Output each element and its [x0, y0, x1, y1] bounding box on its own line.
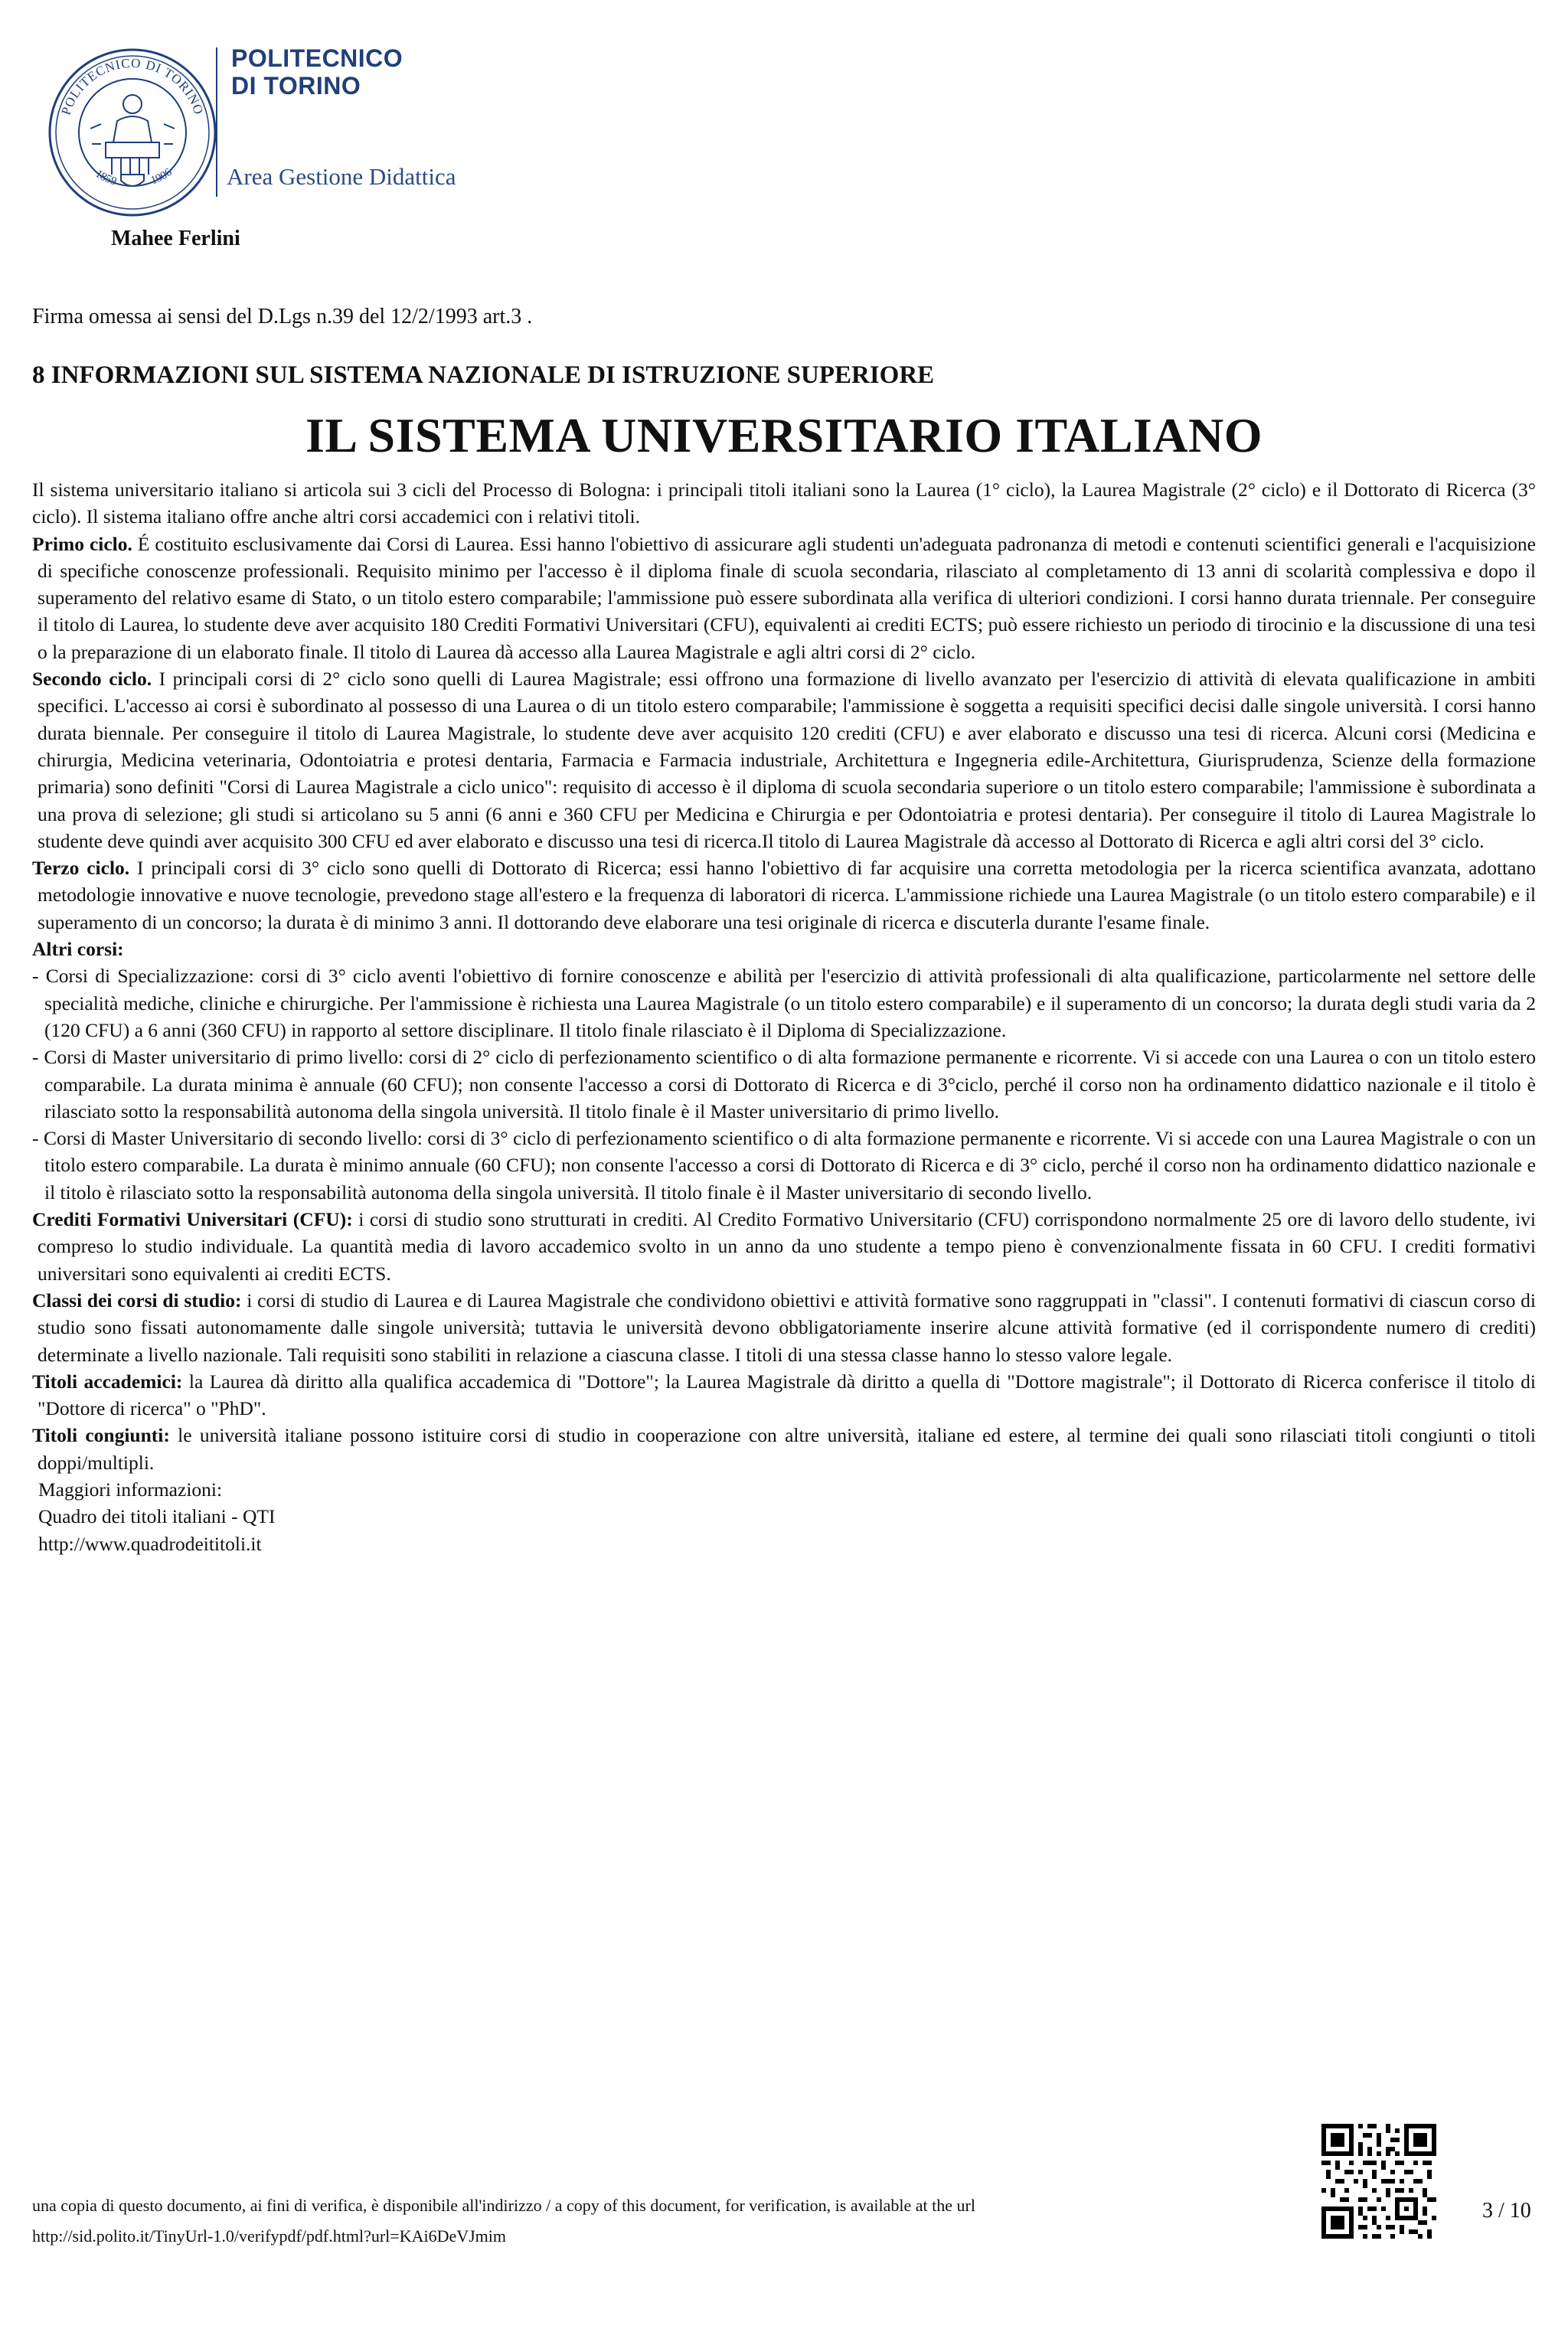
primo-ciclo-text: É costituito esclusivamente dai Corsi di Laurea. Essi hanno l'obiettivo di assicurare agli studenti un'adeguata padronanza di metodi e contenuti scientifici generali e l'acquisizione di specifiche conoscenze professionali. Requisito minimo per l'accesso è il diploma finale di scuola secondaria, rilasciato al completamento di 13 anni di scolarità complessiva e dopo il superamento del relativo esame di Stato, o un titolo estero comparabile; l'ammissione può essere subordinata alla verifica di ulteriori condizioni. I corsi hanno durata triennale. Per conseguire il titolo di Laurea, lo studente deve aver acquisito 180 Crediti Formativi Universitari (CFU), equivalenti ai crediti ECTS; può essere richiesto un periodo di tirocinio e la discussione di una tesi o la preparazione di un elaborato finale. Il titolo di Laurea dà accesso alla Laurea Magistrale e agli altri corsi di 2° ciclo. — [38, 532, 1536, 663]
classi-paragraph — [32, 1287, 1536, 1368]
university-seal-logo — [44, 44, 220, 220]
seal-year-left: 1859 — [93, 167, 119, 188]
intro-paragraph: Il sistema universitario italiano si articola sui 3 cicli del Processo di Bologna: i principali titoli italiani sono la Laurea (1° ciclo), la Laurea Magistrale (2° ciclo) e il Dottorato di Ricerca (3° ciclo). Il sistema italiano offre anche altri corsi accademici con i relativi titoli. — [32, 479, 1536, 528]
seal-text-top: POLITECNICO DI TORINO — [58, 55, 207, 117]
page-number: 3 / 10 — [1482, 2199, 1531, 2223]
department-name: Area Gestione Didattica — [227, 163, 456, 190]
document-body — [32, 476, 1536, 1557]
qti-link[interactable]: http://www.quadrodeititoli.it — [38, 1532, 262, 1555]
titoli-accademici-label: Titoli accademici: — [32, 1370, 183, 1393]
institution-name — [231, 44, 403, 100]
cfu-paragraph — [32, 1206, 1536, 1287]
terzo-ciclo-label: Terzo ciclo. — [32, 857, 130, 880]
page-title: IL SISTEMA UNIVERSITARIO ITALIANO — [305, 408, 1263, 462]
titoli-congiunti-label: Titoli congiunti: — [32, 1424, 170, 1447]
verification-url[interactable]: http://sid.polito.it/TinyUrl-1.0/verifypdf/pdf.html?url=KAi6DeVJmim — [32, 2226, 507, 2246]
institution-name-line2: DI TORINO — [231, 72, 361, 100]
header-divider — [216, 47, 217, 197]
primo-ciclo-paragraph — [32, 531, 1536, 665]
titoli-congiunti-text: le università italiane possono istituire corsi di studio in cooperazione con altre università, italiane ed estere, al termine dei quali sono rilasciati titoli congiunti o titoli doppi/multipli. — [38, 1424, 1537, 1474]
classi-text: i corsi di studio di Laurea e di Laurea Magistrale che condividono obiettivi e attività formative sono raggruppati in "classi". I contenuti formativi di ciascun corso di studio sono fissati autonomamente dalle singole università; tuttavia le università devono obbligatoriamente inserire alcune attività formative (ed il corrispondente numero di crediti) determinate a livello nazionale. Tali requisiti sono stabiliti in relazione a ciascuna classe. I titoli di una stessa classe hanno lo stesso valore legale. — [38, 1289, 1537, 1366]
titoli-accademici-text: la Laurea dà diritto alla qualifica accademica di "Dottore"; la Laurea Magistrale dà diritto a quella di "Dottore magistrale"; il Dottorato di Ricerca conferisce il titolo di "Dottore di ricerca" o "PhD". — [38, 1370, 1536, 1420]
primo-ciclo-label: Primo ciclo. — [32, 532, 132, 555]
list-item: - Corsi di Master Universitario di secondo livello: corsi di 3° ciclo di perfezionamento scientifico o di alta formazione permanente e ricorrente. Vi si accede con una Laurea Magistrale o con un titolo estero comparabile. La durata è minimo annuale (60 CFU); non consente l'accesso a corsi di Dottorato di Ricerca e di 3° ciclo, perché il corso non ha ordinamento didattico nazionale e il titolo è rilasciato sotto la responsabilità autonoma della singola università. Il titolo finale è il Master universitario di secondo livello. — [32, 1127, 1536, 1204]
institution-name-line1: POLITECNICO — [231, 44, 403, 72]
secondo-ciclo-label: Secondo ciclo. — [32, 668, 152, 691]
titoli-accademici-paragraph — [32, 1368, 1536, 1423]
classi-label: Classi dei corsi di studio: — [32, 1289, 242, 1311]
svg-text:1859 — [93, 168, 118, 188]
qr-code — [1321, 2124, 1436, 2239]
list-item: - Corsi di Master universitario di primo livello: corsi di 2° ciclo di perfezionamento scientifico o di alta formazione permanente e ricorrente. Vi si accede con una Laurea o con un titolo estero comparabile. La durata minima è annuale (60 CFU); non consente l'accesso a corsi di Dottorato di Ricerca e di 3°ciclo, perché il corso non ha ordinamento didattico nazionale e il titolo è rilasciato sotto la responsabilità autonoma della singola università. Il titolo finale è il Master universitario di primo livello. — [32, 1046, 1536, 1122]
secondo-ciclo-text: I principali corsi di 2° ciclo sono quelli di Laurea Magistrale; essi offrono una formazione di livello avanzato per l'esercizio di attività di elevata qualificazione in ambiti specifici. L'accesso ai corsi è subordinato al possesso di una Laurea o di un titolo estero comparabile; l'ammissione è soggetta a requisiti specifici decisi dalle singole università. I corsi hanno durata biennale. Per conseguire il titolo di Laurea Magistrale, lo studente deve aver acquisito 120 crediti (CFU) e aver elaborato e discusso una tesi di ricerca. Alcuni corsi (Medicina e chirurgia, Medicina veterinaria, Odontoiatria e protesi dentaria, Farmacia e Farmacia industriale, Architettura e Ingegneria edile-Architettura, Giurisprudenza, Scienze della formazione primaria) sono definiti "Corsi di Laurea Magistrale a ciclo unico": requisito di accesso è il diploma di scuola secondaria superiore o un titolo estero comparabile; l'ammissione è subordinata a una prova di selezione; gli studi si articolano su 5 anni (6 anni e 360 CFU per Medicina e Chirurgia e per Odontoiatria e protesi dentaria). Per conseguire il titolo di Laurea Magistrale lo studente deve quindi aver acquisito 300 CFU ed aver elaborato e discusso una tesi di ricerca.Il titolo di Laurea Magistrale dà accesso al Dottorato di Ricerca e agli altri corsi del 3° ciclo. — [38, 668, 1536, 852]
section-heading: 8 INFORMAZIONI SUL SISTEMA NAZIONALE DI ISTRUZIONE SUPERIORE — [32, 361, 935, 389]
terzo-ciclo-paragraph — [32, 854, 1536, 936]
qti-label: Quadro dei titoli italiani - QTI — [38, 1505, 276, 1528]
signer-name: Mahee Ferlini — [111, 227, 240, 250]
altri-corsi-label: Altri corsi: — [32, 938, 124, 961]
cfu-text: i corsi di studio sono strutturati in crediti. Al Credito Formativo Universitario (CFU) corrispondono normalmente 25 ore di lavoro dello studente, ivi compreso lo studio individuale. La quantità media di lavoro accademico svolto in un anno da uno studente a tempo pieno è convenzionalmente fissata in 60 CFU. I crediti formativi universitari sono equivalenti ai crediti ECTS. — [38, 1208, 1537, 1285]
list-item: - Corsi di Specializzazione: corsi di 3° ciclo aventi l'obiettivo di fornire conoscenze e abilità per l'esercizio di attività professionali di alta qualificazione, particolarmente nel settore delle specialità mediche, cliniche e chirurgiche. Per l'ammissione è richiesta una Laurea Magistrale (o un titolo estero comparabile) e il superamento di un concorso; la durata degli studi varia da 2 (120 CFU) a 6 anni (360 CFU) in rapporto al settore disciplinare. Il titolo finale rilasciato è il Diploma di Specializzazione. — [32, 965, 1536, 1041]
svg-text:POLITECNICO DI TORINO — [58, 56, 206, 117]
more-info-label: Maggiori informazioni: — [38, 1478, 223, 1501]
cfu-label: Crediti Formativi Universitari (CFU): — [32, 1208, 353, 1231]
verification-note: una copia di questo documento, ai fini di verifica, è disponibile all'indirizzo / a copy of this document, for verification, is available at the url — [32, 2196, 975, 2215]
titoli-congiunti-paragraph — [32, 1422, 1536, 1476]
signature-omitted-note: Firma omessa ai sensi del D.Lgs n.39 del 12/2/1993 art.3 . — [32, 305, 533, 328]
terzo-ciclo-text: I principali corsi di 3° ciclo sono quelli di Dottorato di Ricerca; essi hanno l'obiettivo di far acquisire una corretta metodologia per la ricerca scientifica avanzata, adottano metodologie innovative e nuove tecnologie, prevedono stage all'estero e la frequenza di laboratori di ricerca. L'ammissione richiede una Laurea Magistrale (o un titolo estero comparabile) e il superamento di un concorso; la durata è di minimo 3 anni. Il dottorando deve elaborare una tesi originale di ricerca e discuterla durante l'esame finale. — [38, 857, 1536, 933]
seal-year-right: 1906 — [149, 166, 175, 188]
secondo-ciclo-paragraph — [32, 665, 1536, 854]
